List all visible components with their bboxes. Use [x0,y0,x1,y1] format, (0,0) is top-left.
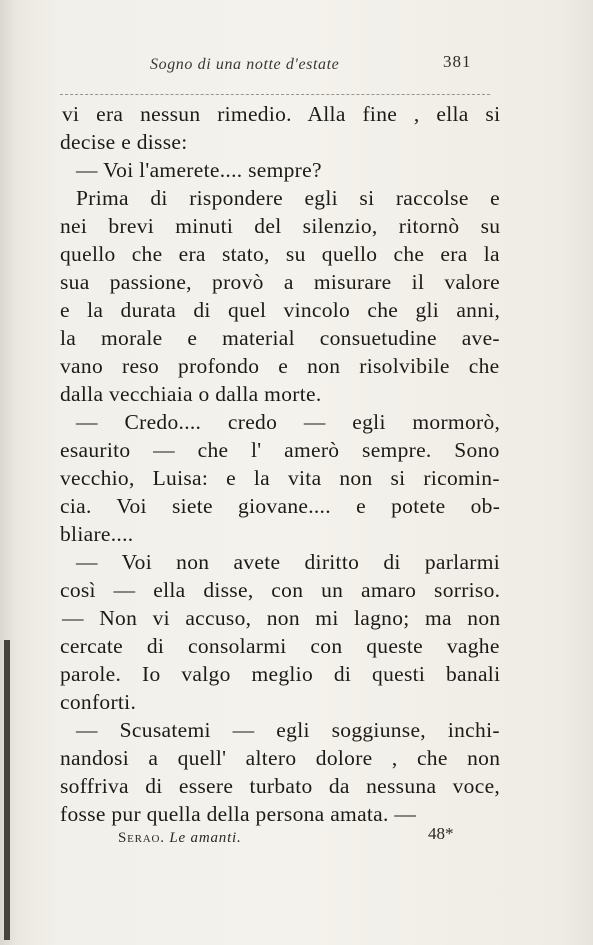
text-line: dalla vecchiaia o dalla morte. [60,382,322,406]
text-line: — Scusatemi — egli soggiunse, inchi- [76,718,500,742]
running-header [0,52,593,82]
text-line: — Credo.... credo — egli mormorò, [76,410,501,434]
text-line: esaurito — che l' amerò sempre. Sono [60,438,500,462]
text-line: così — ella disse, con un amaro sorriso. [60,578,501,602]
footer-author: Serao. [118,830,165,846]
text-line: sua passione, provò a misurare il valore [60,270,500,294]
footer-book-title: Le amanti. [169,830,242,846]
page-number: 381 [443,52,472,71]
footer-signature [118,830,242,847]
text-line: nei brevi minuti del silenzio, ritornò su [60,214,501,238]
text-line: parole. Io valgo meglio di questi banali [60,662,501,686]
text-line: fosse pur quella della persona amata. — [60,802,417,826]
running-title: Sogno di una notte d'estate [150,56,340,73]
binding-edge [4,640,10,940]
signature-footer [0,822,593,848]
text-line: — Voi non avete diritto di parlarmi [76,550,501,574]
text-line: bliare.... [60,522,134,546]
header-rule [60,94,490,95]
text-line: — Voi l'amerete.... sempre? [76,158,322,182]
text-line: e la durata di quel vincolo che gli anni, [60,298,501,322]
text-line: vi era nessun rimedio. Alla fine , ella si [62,102,501,126]
text-line: quello che era stato, su quello che era la [60,242,500,266]
text-line: soffriva di essere turbato da nessuna voce, [60,774,501,798]
text-line: nandosi a quell' altero dolore , che non [60,746,501,770]
text-line: la morale e material consuetudine ave- [60,326,500,350]
text-line: cercate di consolarmi con queste vaghe [60,634,500,658]
text-line: vano reso profondo e non risolvibile che [60,354,500,378]
text-line: cia. Voi siete giovane.... e potete ob- [60,494,501,518]
text-line: decise e disse: [60,130,188,154]
sheet-mark: 48* [428,824,454,843]
text-line: vecchio, Luisa: e la vita non si ricomin- [60,466,500,490]
text-line: — Non vi accuso, non mi lagno; ma non [62,606,501,630]
text-line: conforti. [60,690,137,714]
text-line: Prima di rispondere egli si raccolse e [76,186,501,210]
